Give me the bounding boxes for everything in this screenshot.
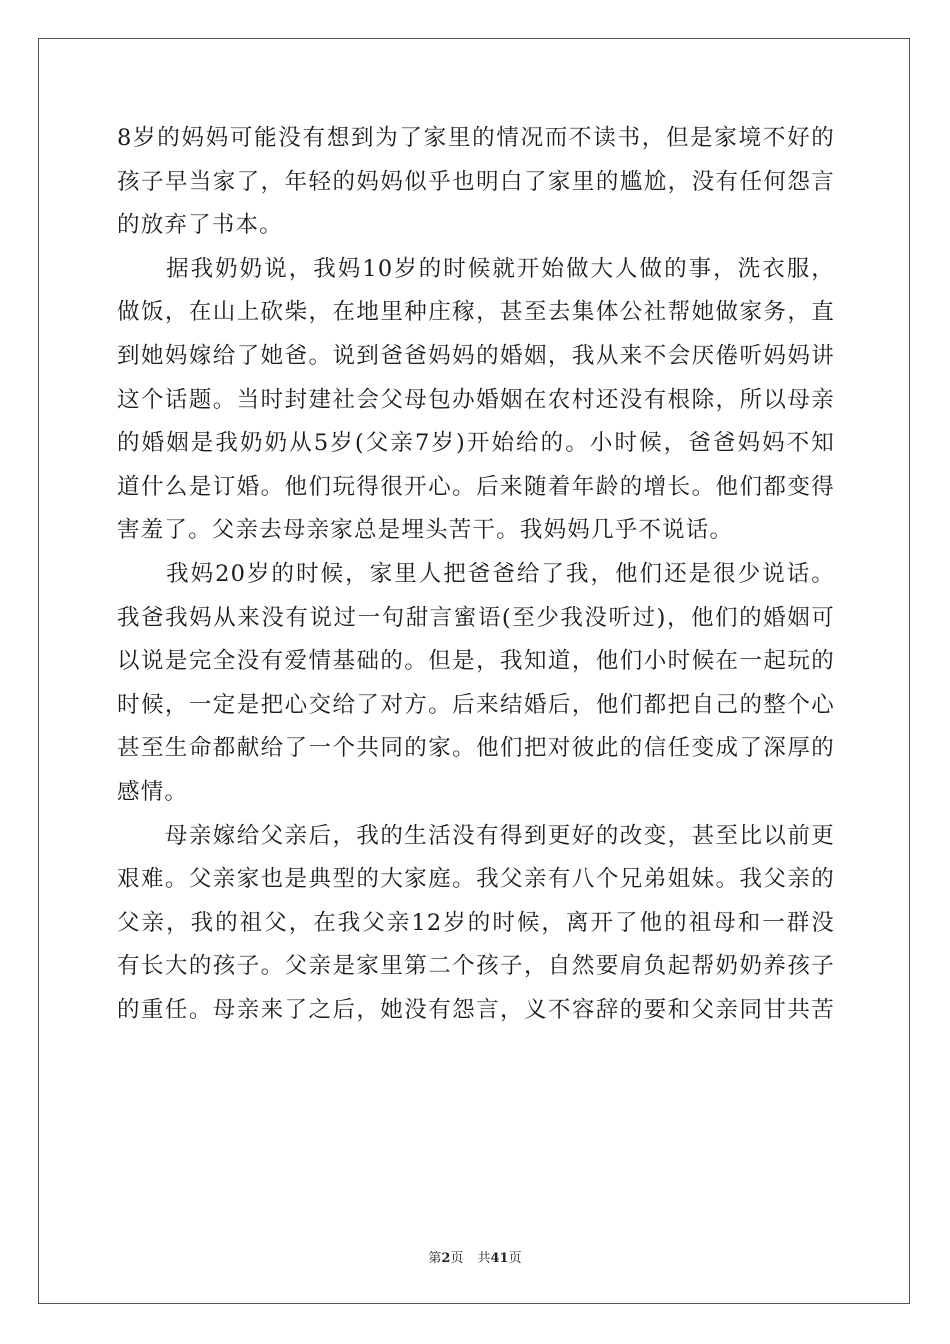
total-pages: 41 xyxy=(490,1251,509,1266)
total-prefix: 共 xyxy=(477,1251,491,1266)
text-line: 据我奶奶说，我妈10岁的时候就开始做大人做的事，洗衣服， xyxy=(117,255,835,282)
text-line: 母亲嫁给父亲后，我的生活没有得到更好的改变，甚至比以前更 xyxy=(117,822,835,849)
text-line: 父亲，我的祖父，在我父亲12岁的时候，离开了他的祖母和一群没 xyxy=(117,909,835,936)
text-line: 害羞了。父亲去母亲家总是埋头苦干。我妈妈几乎不说话。 xyxy=(117,517,734,544)
text-line: 感情。 xyxy=(117,778,189,805)
text-line: 的婚姻是我奶奶从5岁(父亲7岁)开始给的。小时候，爸爸妈妈不知 xyxy=(117,430,835,457)
page-footer xyxy=(0,1247,950,1266)
text-line: 这个话题。当时封建社会父母包办婚姻在农村还没有根除，所以母亲 xyxy=(117,386,835,413)
text-line: 的放弃了书本。 xyxy=(117,212,283,239)
total-suffix: 页 xyxy=(508,1251,522,1266)
text-line: 甚至生命都献给了一个共同的家。他们把对彼此的信任变成了深厚的 xyxy=(117,735,835,762)
text-line: 的重任。母亲来了之后，她没有怨言，义不容辞的要和父亲同甘共苦 xyxy=(117,996,835,1023)
text-line: 时候，一定是把心交给了对方。后来结婚后，他们都把自己的整个心 xyxy=(117,691,835,718)
text-line: 我妈20岁的时候，家里人把爸爸给了我，他们还是很少说话。 xyxy=(117,560,835,587)
text-line: 艰难。父亲家也是典型的大家庭。我父亲有八个兄弟姐妹。我父亲的 xyxy=(117,866,835,893)
document-body xyxy=(117,117,835,1032)
text-line: 有长大的孩子。父亲是家里第二个孩子，自然要肩负起帮奶奶养孩子 xyxy=(117,953,835,980)
text-line: 8岁的妈妈可能没有想到为了家里的情况而不读书，但是家境不好的 xyxy=(117,125,835,151)
text-line: 我爸我妈从来没有说过一句甜言蜜语(至少我没听过)，他们的婚姻可 xyxy=(117,604,835,631)
text-line: 做饭，在山上砍柴，在地里种庄稼，甚至去集体公社帮她做家务，直 xyxy=(117,299,835,326)
page-prefix: 第 xyxy=(428,1251,442,1266)
text-line: 到她妈嫁给了她爸。说到爸爸妈妈的婚姻，我从来不会厌倦听妈妈讲 xyxy=(117,342,835,369)
text-line: 孩子早当家了，年轻的妈妈似乎也明白了家里的尴尬，没有任何怨言 xyxy=(117,168,835,195)
page-number: 2 xyxy=(441,1251,451,1266)
text-line: 道什么是订婚。他们玩得很开心。后来随着年龄的增长。他们都变得 xyxy=(117,473,835,500)
text-line: 以说是完全没有爱情基础的。但是，我知道，他们小时候在一起玩的 xyxy=(117,648,835,675)
page-suffix: 页 xyxy=(450,1251,464,1266)
